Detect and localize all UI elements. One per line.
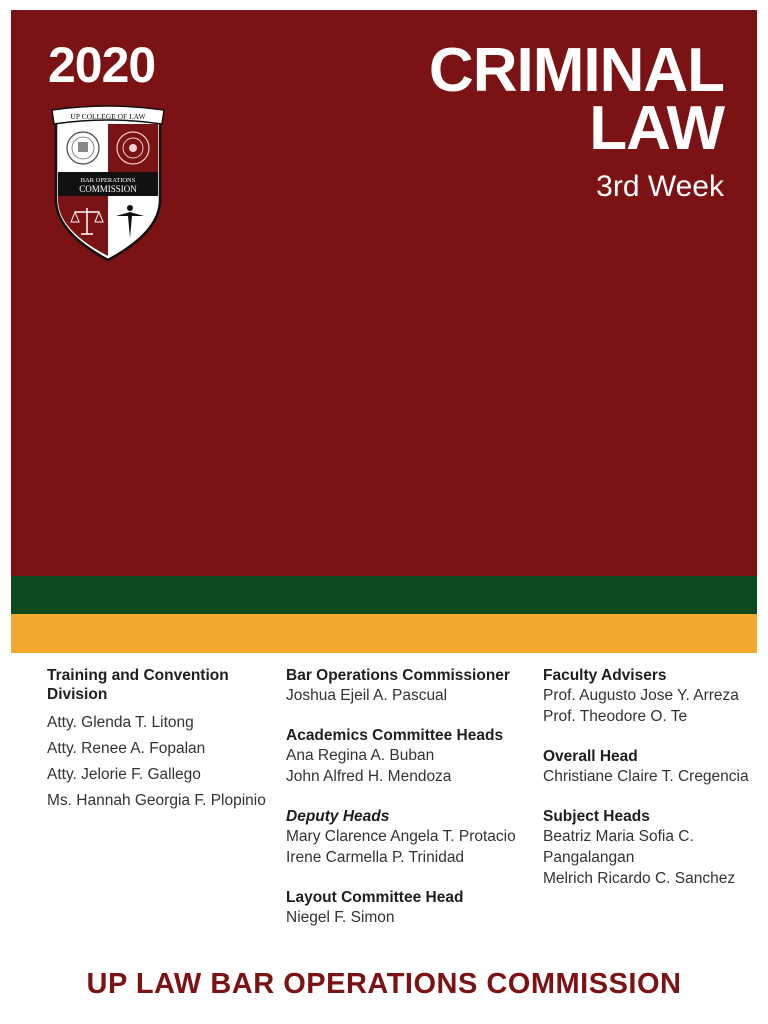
subject-member: Melrich Ricardo C. Sanchez [543,870,736,887]
page-title [428,36,724,163]
seal-banner-text: UP COLLEGE OF LAW [70,112,146,121]
advisers-column [543,666,763,889]
academics-member: Ana Regina A. Buban [286,747,435,764]
title-line-criminal: CRIMINAL [428,36,724,105]
training-member: Ms. Hannah Georgia F. Plopinio [47,792,266,809]
title-line-law: LAW [589,94,724,163]
seal-icon [50,104,166,262]
seal-label-line2: COMMISSION [79,184,137,194]
training-member: Atty. Jelorie F. Gallego [47,766,201,783]
subject-heading: Subject Heads [543,808,650,825]
faculty-member: Prof. Theodore O. Te [543,708,688,725]
deputy-member: Irene Carmella P. Trinidad [286,849,465,866]
subject-member: Pangalangan [543,849,635,866]
academics-heading: Academics Committee Heads [286,727,504,744]
seal-label-line1: BAR OPERATIONS [80,177,136,184]
academics-member: John Alfred H. Mendoza [286,768,452,785]
layout-heading: Layout Committee Head [286,889,464,906]
training-member: Atty. Glenda T. Litong [47,714,194,731]
commission-column [286,666,536,928]
gold-band [11,614,757,653]
footer-commission-name: UP LAW BAR OPERATIONS COMMISSION [86,968,682,1000]
deputy-member: Mary Clarence Angela T. Protacio [286,828,516,845]
commissioner-name: Joshua Ejeil A. Pascual [286,687,448,704]
overall-heading: Overall Head [543,748,638,765]
faculty-member: Prof. Augusto Jose Y. Arreza [543,687,739,704]
training-member: Atty. Renee A. Fopalan [47,740,206,757]
training-division-column [47,666,277,814]
deputy-heading: Deputy Heads [286,808,390,825]
layout-name: Niegel F. Simon [286,909,395,926]
green-band [11,576,757,614]
commissioner-heading: Bar Operations Commissioner [286,667,510,684]
overall-name: Christiane Claire T. Cregencia [543,768,749,785]
faculty-heading: Faculty Advisers [543,667,667,684]
subject-member: Beatriz Maria Sofia C. [543,828,694,845]
year-label: 2020 [48,37,156,93]
training-heading: Training and Convention Division [47,667,229,703]
week-subtitle: 3rd Week [596,170,724,203]
